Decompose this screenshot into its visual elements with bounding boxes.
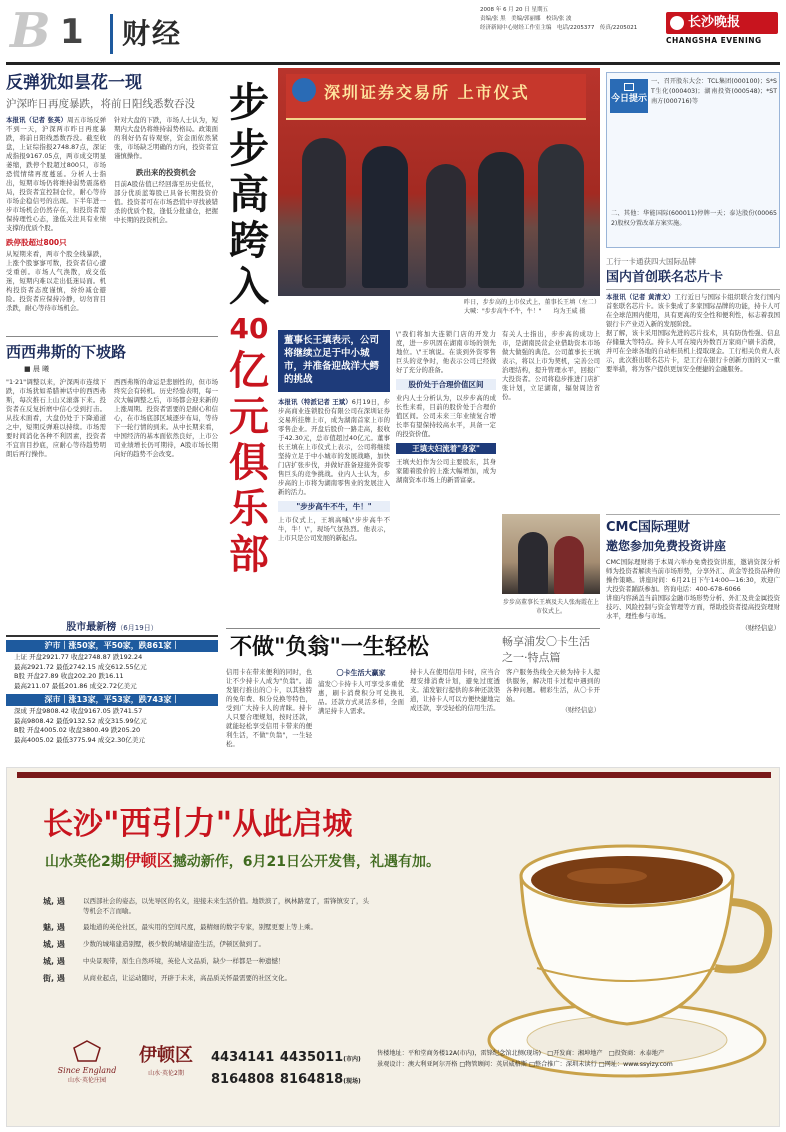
- ad-headline: [43, 804, 352, 844]
- ad-subline: [45, 848, 440, 871]
- article-a-subtitle: 沪深昨日再度暴跌，将前日阳线悉数吞没: [6, 98, 195, 110]
- ad-feature-key: 城, 遇: [43, 940, 65, 949]
- ad-headline-pre: 长沙: [43, 807, 103, 842]
- ad-feature-text: 最地道的英伦社区，最实用的空间尺度，最精细的数字专家，别墅更要上等上乘。: [83, 923, 317, 931]
- article-c-title: 不做"负翁"一生轻松: [230, 635, 429, 660]
- real-estate-ad: [6, 767, 780, 1127]
- ad-sub-pre: 山水英伦2期: [45, 854, 125, 870]
- ad-phone: 4434141: [211, 1050, 275, 1065]
- market-box: [6, 618, 218, 758]
- market-row: 上证 开盘2921.77 收盘2748.87 跌192.24: [14, 653, 143, 661]
- market-row: B股 开盘4005.02 收盘3800.49 跌205.20: [14, 726, 141, 734]
- market-row: 最高2921.72 最低2742.15 成交612.55亿元: [14, 662, 147, 671]
- market-row: B股 开盘27.89 收盘202.20 跌16.11: [14, 672, 124, 680]
- article-e-title: CMC国际理财: [606, 514, 780, 537]
- ad-sub-post: 撼动新作，6月21日公开发售，礼遇有加。: [172, 854, 440, 870]
- header-info: [480, 6, 650, 33]
- header-editors: 责编/张 黑 美编/郭丽娜 校读/张 波: [480, 16, 572, 22]
- article-a: [6, 72, 218, 332]
- ad-feature-row: [43, 939, 373, 950]
- market-title: 股市最新榜: [66, 622, 117, 633]
- article-c-body: 信用卡在带来便利的同时，也让不少持卡人成为"负翁"。浦发银行推出的〇卡，以其独特的免年费、积分兑换等特色，受到广大持卡人的青睐。持卡人只要合理规划，按时还款，就能轻松享受信用卡带来的便利生活，不做"负翁"，一生轻松。: [226, 668, 312, 748]
- ad-features: [43, 896, 373, 990]
- article-b-author: ■ 晨 曦: [24, 365, 50, 373]
- ad-phone-label: (市内): [343, 1056, 361, 1063]
- ad-phone-label: (现场): [343, 1078, 361, 1085]
- couple-photo-caption: 步步高董事长王填及夫人张海霞在上市仪式上。: [502, 599, 599, 615]
- couple-photo: [502, 514, 600, 594]
- feature-body: 6月19日，步步高商业连锁股份有限公司在深圳证券交易所挂牌上市，成为湖南首家上市的零售企业。开盘后股价一路走高，报收于42.30元，总市值超过40亿元。董事长王填在上市仪式上表示，公司将继续坚持立足于中小城市的发展战略，加快门店扩张步伐，并做好准备迎接外资零售巨头的竞争挑战。业内人士认为，步步高的上市将为湖南零售业的发展注入新的活力。: [278, 398, 390, 496]
- feature-quote: 董事长王填表示，公司将继续立足于中小城市，并准备迎战洋大鳄的挑战: [284, 335, 380, 385]
- market-row: 最高211.07 最低201.86 成交2.72亿美元: [14, 681, 137, 690]
- article-d-title: 国内首创联名芯片卡: [606, 269, 780, 290]
- ad-address: 售楼地址：平和堂商务楼12A(市内)，雷锋纪念馆北侧(现场) □开发商：湘坤地产 □投资商：永泰地产: [377, 1050, 665, 1057]
- market-sz-header: 深市｜涨13家，平53家，跌743家｜: [6, 694, 218, 706]
- ceremony-person: [478, 152, 524, 288]
- ad-phone: 8164808: [211, 1072, 275, 1087]
- ceremony-person: [426, 164, 466, 288]
- ad-project-name: [131, 1044, 201, 1077]
- photo-caption: 昨日，步步高的上市仪式上，董事长王填（左二）大喊："步步高牛不牛，牛！" 均为王威 摄: [464, 299, 600, 315]
- feature-headline: 步 步 高 跨 入 40 亿 元 俱 乐 部: [226, 80, 272, 560]
- ad-phone: 4435011: [279, 1050, 344, 1065]
- article-a-byline: 本报讯（记者 张英）: [6, 116, 68, 124]
- ad-brand-en: Since England: [57, 1066, 117, 1075]
- ad-feature-key: 城, 遇: [43, 897, 65, 906]
- ceremony-banner-text: 深圳证券交易所 上市仪式: [324, 83, 530, 102]
- market-title-row: [6, 618, 218, 637]
- article-b-title: 西西弗斯的下坡路: [6, 343, 127, 361]
- calendar-icon: [624, 83, 634, 91]
- market-sh-header: 沪市｜涨50家，平50家，跌861家｜: [6, 640, 218, 652]
- page-number: 1: [60, 12, 84, 52]
- ceremony-person: [302, 138, 346, 288]
- feature-headline-text: 步: [229, 80, 269, 126]
- header-divider: [110, 14, 113, 54]
- article-b: [6, 342, 218, 602]
- ad-feature-text: 中央景观带，原生自然环境，英伦人文品质，缺少一样都是一种遗憾！: [83, 957, 285, 965]
- feature-col2: \"我们将加大连锁门店的开发力度，进一步巩固在湖南市场的领先地位。\"王填说。在谈到外资零售巨头的竞争时，他表示公司已经做好了充分的准备。 股价处于合理价值区间 业内人士分析认为，以步步高的成长性来看，目前的股价处于合理价值区间。公司未来三年业绩复合增长率有望保持较高水平，具备一定的投资价值。 王填夫妇流着"身家" 王填夫妇作为公司主要股东，其身家随着股价的上涨大幅增加，成为湖南资本市场上的新晋富豪。: [396, 330, 496, 484]
- ad-feature-key: 城, 遇: [43, 957, 65, 966]
- ad-phones: [211, 1046, 381, 1087]
- ad-feature-row: [43, 896, 373, 916]
- newspaper-logo: [666, 12, 778, 34]
- article-d-kicker: 工行一卡通获四大国际品牌: [606, 257, 696, 266]
- ad-brand-cn: 山水·英伦庄园: [68, 1077, 106, 1084]
- logo-text: 长沙晚报: [688, 15, 741, 30]
- ad-feature-key: 魅, 遇: [43, 923, 65, 932]
- ad-feature-key: 街, 遇: [43, 974, 65, 983]
- header-date: 2008 年 6 月 20 日 星期五: [480, 7, 548, 13]
- ceremony-banner: [286, 74, 586, 120]
- market-row: 最高4005.02 最低3775.94 成交2.30亿美元: [14, 735, 145, 744]
- ad-headline-post: 从此启城: [232, 807, 353, 842]
- ad-sub-mid: 伊顿区: [124, 851, 173, 870]
- article-a-subhead2: 跌出来的投资机会: [136, 168, 196, 177]
- article-d-byline: 本报讯（记者 黄清文）: [606, 293, 675, 301]
- stocks-box: [606, 72, 780, 248]
- ad-footer: [377, 1048, 777, 1092]
- header-rule: [6, 62, 780, 65]
- ad-headline-quote: "西引力": [103, 804, 233, 842]
- market-row: 最高9808.42 最低9132.52 成交315.99亿元: [14, 716, 147, 725]
- feature-sub2: 股价处于合理价值区间: [396, 379, 496, 390]
- article-d: 工行一卡通获四大国际品牌 国内首创联名芯片卡 本报讯（记者 黄清文）工行近日与国际卡组织联合发行国内首张联名芯片卡。该卡集成了多家国际品牌的功能，持卡人可在全球范围内使用，具有更高的安全性和便利性，标志着我国银行卡产业迈入新的发展阶段。 据了解，该卡采用国际先进的芯片技术，具有防伪性强、信息存储量大等特点。持卡人可在境内外数百万家商户刷卡消费，并可在全球各地的自动柜员机上提取现金。工行相关负责人表示，此次推出联名芯片卡，是工行在银行卡创新方面的又一重要举措，将为客户提供更加安全便捷的金融服务。: [606, 257, 781, 373]
- article-a-col1: [6, 116, 106, 313]
- feature-byline: 本报讯（特派记者 王斌）: [278, 398, 352, 406]
- article-e: CMC国际理财 邀您参加免费投资讲座 CMC国际理财将于本周六举办免费投资讲座，邀请资深分析师为投资者解读当前市场形势，分享外汇、黄金等投资品种的操作策略。讲座时间：6月21日下午14:00—16:30，欢迎广大投资者踊跃参加。咨询电话：400-678-6066 讲座内容涵盖当前国际金融市场形势分析、外汇及贵金属投资技巧、风险控制与资金管理等方面，帮助投资者提高投资理财水平，理性参与市场。 （财经信息）: [606, 514, 780, 760]
- ad-feature-text: 以西部社会的姿态，以先导区的名义，迎接未来生活价值。地铁滨了，枫林路宽了，雷锋镇安了，头等机会不言而喻。: [83, 897, 369, 915]
- coffee-cup-illustration: [477, 818, 777, 1086]
- stocks-tag: [610, 79, 648, 113]
- ad-feature-row: [43, 973, 373, 984]
- logo-icon: [670, 16, 684, 30]
- logo-english: CHANGSHA EVENING: [666, 36, 762, 45]
- article-e-source: （财经信息）: [741, 624, 780, 632]
- ad-feature-row: [43, 956, 373, 967]
- article-b-body: "1·21"调整以来，沪深两市连续下跌，市场犹如希腊神话中的西西弗斯，每次推石上山又滚落下来。投资者在反复折磨中信心受到打击。从技术面看，大盘仍处于下降通道之中，短期反弹难以持续。市场需要时间消化各种不利因素，投资者不宜盲目抄底，应耐心等待趋势明朗后再行操作。: [6, 378, 106, 458]
- ceremony-photo: [278, 68, 600, 296]
- ad-brand-emblem: [47, 1040, 127, 1090]
- rule: [226, 628, 600, 629]
- feature-col1: 本报讯（特派记者 王斌）6月19日，步步高商业连锁股份有限公司在深圳证券交易所挂牌上市，成为湖南首家上市的零售企业。开盘后股价一路走高，报收于42.30元，总市值超过40亿元。董事长王填在上市仪式上表示，公司将继续坚持立足于中小城市的发展战略，加快门店扩张步伐，并做好准备迎接外资零售巨头的竞争挑战。业内人士认为，步步高的上市将为湖南零售业的发展注入新的活力。 "步步高牛不牛，牛！" 上市仪式上，王填高喊\"步步高牛不牛，牛！\"，现场气氛热烈。他表示，上市只是公司发展的新起点。: [278, 398, 390, 542]
- article-d-body: 工行近日与国际卡组织联合发行国内首张联名芯片卡。该卡集成了多家国际品牌的功能，持卡人可在全球范围内使用，具有更高的安全性和便利性，标志着我国银行卡产业迈入新的发展阶段。: [606, 293, 781, 328]
- ad-feature-text: 从商业起点，让运动随时，开辟于未来，高品质关怀最需要的社区文化。: [83, 974, 291, 982]
- market-sh-rows: [6, 652, 218, 692]
- ad-phone: 8164818: [279, 1072, 344, 1087]
- section-letter: B: [10, 3, 51, 59]
- article-a-title: 反弹犹如昙花一现: [6, 73, 142, 93]
- market-date: （6月19日）: [116, 624, 158, 632]
- section-name: 财经: [122, 17, 183, 50]
- ceremony-person: [362, 146, 408, 288]
- article-c-tag: 畅享浦发〇卡生活之一·特点篇: [502, 635, 590, 664]
- header-contact: 经济新闻中心财经工作室主编 电话/2205377 传真/2205021: [480, 25, 638, 31]
- article-a-body-cont: 从短期来看，两市个股全线暴跌，上涨个股寥寥可数，投资者信心遭受重创。市场人气涣散，成交低迷，短期内难以走出低迷局面。机构投资者态度谨慎，纷纷减仓避险。投资者应保持冷静，切勿盲目杀跌，耐心等待市场机会。: [6, 250, 106, 312]
- market-sz-rows: [6, 706, 218, 746]
- feature-sub1: "步步高牛不牛，牛！": [278, 501, 390, 512]
- couple-person: [518, 532, 548, 594]
- stocks-line: 二、其他：华能国际(600011)停牌一天；泰达股份(000652)股权分置改革方案实施。: [611, 210, 777, 227]
- article-c-body-wrap: 信用卡在带来便利的同时，也让不少持卡人成为"负翁"。浦发银行推出的〇卡，以其独特的免年费、积分兑换等特色，受到广大持卡人的青睐。持卡人只要合理规划，按时还款，就能轻松享受信用卡带来的便利生活，不做"负翁"，一生轻松。 〇卡生活大赢家 浦发〇卡持卡人可享受多重优惠，刷卡消费积分可兑换礼品。还款方式灵活多样，全面满足持卡人需求。 持卡人在使用信用卡时，应当合理安排消费计划，避免过度透支。浦发银行提供的多种还款渠道，让持卡人可以方便快捷地完成还款，享受轻松的信用生活。 客户服务热线全天候为持卡人提供服务，解决用卡过程中遇到的各种问题。精彩生活，从〇卡开始。 （财经信息）: [226, 668, 600, 760]
- article-c-source: （财经信息）: [561, 706, 600, 714]
- stocks-line: 一、召开股东大会：TCL集团(000100)；S*ST生化(000403)；湖南投资(000548)；*ST南方(000716)等: [651, 78, 777, 105]
- article-a-subhead1: 跌停股超过800只: [6, 238, 67, 247]
- ad-feature-text: 少数的城堵建造别墅，极少数的城堵建造生活，伊顿区做到了。: [83, 940, 265, 948]
- article-e-subtitle: 邀您参加免费投资讲座: [606, 539, 727, 553]
- crest-icon: [72, 1040, 102, 1062]
- article-a-body: 周五市场反弹不到一天，沪深两市昨日再度暴跌，将前日阳线悉数吞没。截至收盘，上证综指报2748.87点，深证成指报9167.05点，两市成交明显萎缩，跌停个股超过800只，市场恐慌情绪再度蔓延。分析人士指出，短期市场仍将维持弱势震荡格局，投资者宜控制仓位，耐心等待市场企稳信号的出现。下半年进一步市场机会仍然存在，但投资者需保持理性心态，逢低关注具有业绩支撑的优质个股。: [6, 116, 106, 232]
- feature-quote-box: [278, 330, 390, 392]
- exchange-logo-icon: [292, 78, 316, 102]
- stocks-tag-text: 今日提示: [610, 94, 647, 104]
- article-b-body-cont: 西西弗斯的命运是悲剧性的，但市场终究会有转机。历史经验表明，每一次大幅调整之后，市场都会迎来新的上涨周期。投资者需要的是耐心和信心，在市场底部区域逐步布局，等待下一轮行情的到来。从中长期来看，中国经济的基本面依然良好，上市公司业绩增长仍可期待，A股市场长期向好的趋势不会改变。: [114, 378, 218, 458]
- rule: [6, 336, 218, 337]
- article-a-col2: 针对大盘的下跌，市场人士认为，短期内大盘仍将维持弱势格局。政策面的利好仍有待观察，资金面依然紧张，市场缺乏明确的方向，投资者宜谨慎操作。 跌出来的投资机会 目前A股估值已经回落至历史低位，部分优质蓝筹股已具备长期投资价值。投资者可在市场恐慌中寻找被错杀的优质个股，逢低分批建仓，把握中长期的投资机会。: [114, 116, 218, 224]
- ad-feature-row: [43, 922, 373, 933]
- feature-col3: 有关人士指出，步步高的成功上市，是湖南民营企业借助资本市场做大做强的典范。公司董事长王填表示，将以上市为契机，完善公司治理结构，提升管理水平，回报广大投资者。公司将稳步推进门店扩张计划，立足湖南，辐射周边省份。: [502, 330, 600, 401]
- article-e-body: CMC国际理财将于本周六举办免费投资讲座，邀请资深分析师为投资者解读当前市场形势，分享外汇、黄金等投资品种的操作策略。讲座时间：6月21日下午14:00—16:30，欢迎广大投资者踊跃参加。咨询电话：400-678-6066: [606, 558, 780, 593]
- market-row: 深成 开盘9808.42 收盘9167.05 跌741.57: [14, 707, 143, 715]
- ad-project: 伊顿区: [139, 1045, 193, 1066]
- ceremony-person: [538, 144, 584, 288]
- ad-project-sub: 山水·英伦2期: [148, 1070, 184, 1077]
- ad-top-band: [17, 772, 771, 778]
- ad-extra: 景观设计：澳大利亚阿尔开格 □物管顾问：英居威格斯 □整合推广：深圳未读行 □网址：www.ssyizy.com: [377, 1061, 673, 1068]
- feature-sub3: 王填夫妇流着"身家": [396, 443, 496, 454]
- coffee-cup-icon: [477, 818, 777, 1086]
- couple-person: [554, 536, 584, 594]
- article-c-sub: 〇卡生活大赢家: [336, 669, 386, 677]
